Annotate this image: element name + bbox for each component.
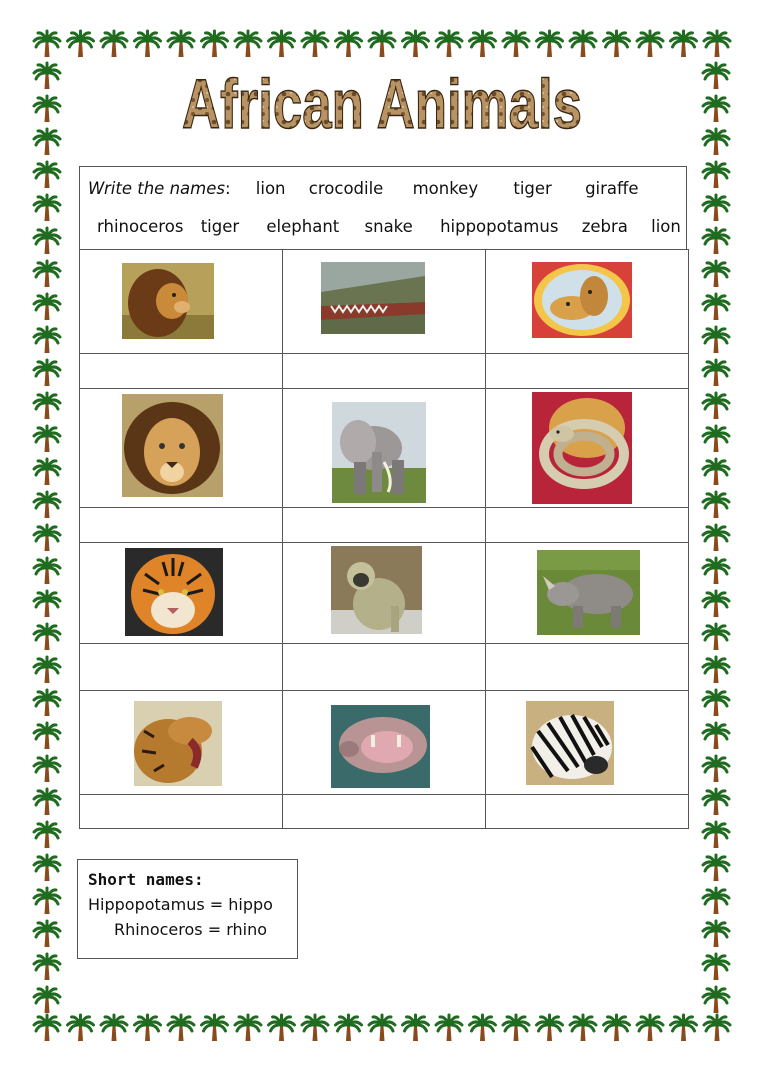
picture-cell	[283, 691, 486, 795]
palm-tree-icon	[537, 31, 563, 57]
word-item: lion	[255, 179, 286, 198]
palm-tree-icon	[34, 723, 60, 749]
palm-tree-icon	[235, 1015, 261, 1041]
picture-cell	[283, 250, 486, 354]
palm-tree-icon	[703, 195, 729, 221]
picture-cell	[486, 250, 689, 354]
palm-tree-icon	[703, 162, 729, 188]
palm-tree-icon	[470, 31, 496, 57]
palm-tree-icon	[503, 1015, 529, 1041]
palm-tree-icon	[101, 31, 127, 57]
palm-tree-icon	[703, 789, 729, 815]
palm-tree-icon	[34, 987, 60, 1013]
answer-cell[interactable]	[486, 354, 689, 389]
word-bank	[79, 166, 687, 249]
palm-tree-icon	[34, 492, 60, 518]
lion-photo	[122, 263, 214, 339]
palm-tree-icon	[704, 1015, 730, 1041]
palm-tree-icon	[34, 294, 60, 320]
answer-cell[interactable]	[80, 644, 283, 691]
palm-tree-icon	[369, 1015, 395, 1041]
palm-tree-icon	[34, 426, 60, 452]
palm-tree-icon	[336, 31, 362, 57]
tiger-photo	[125, 548, 223, 636]
palm-tree-icon	[570, 31, 596, 57]
palm-tree-icon	[34, 888, 60, 914]
answer-cell[interactable]	[283, 795, 486, 829]
palm-tree-icon	[68, 1015, 94, 1041]
palm-tree-icon	[704, 31, 730, 57]
palm-tree-icon	[703, 393, 729, 419]
palm-tree-icon	[34, 657, 60, 683]
palm-tree-icon	[637, 31, 663, 57]
palm-tree-icon	[168, 31, 194, 57]
picture-cell	[80, 250, 283, 354]
palm-tree-icon	[703, 690, 729, 716]
palm-tree-icon	[503, 31, 529, 57]
palm-tree-icon	[703, 921, 729, 947]
instruction-colon: :	[224, 179, 231, 198]
word-item: crocodile	[308, 179, 384, 198]
picture-cell	[486, 543, 689, 644]
palm-tree-icon	[202, 1015, 228, 1041]
palm-tree-icon	[703, 756, 729, 782]
answer-cell[interactable]	[80, 354, 283, 389]
page-title	[0, 62, 763, 140]
palm-tree-icon	[570, 1015, 596, 1041]
palm-tree-icon	[34, 228, 60, 254]
hippopotamus-photo	[331, 705, 430, 788]
palm-tree-icon	[403, 31, 429, 57]
crocodile-photo	[321, 262, 425, 334]
word-item: lion	[651, 217, 681, 236]
palm-tree-icon	[671, 31, 697, 57]
palm-tree-icon	[537, 1015, 563, 1041]
answer-cell[interactable]	[486, 795, 689, 829]
palm-tree-icon	[703, 987, 729, 1013]
word-item: monkey	[412, 179, 479, 198]
palm-tree-icon	[68, 31, 94, 57]
palm-tree-icon	[369, 31, 395, 57]
palm-tree-icon	[703, 657, 729, 683]
palm-tree-icon	[168, 1015, 194, 1041]
lion-head-photo	[122, 394, 223, 497]
palm-tree-icon	[34, 822, 60, 848]
palm-tree-icon	[436, 1015, 462, 1041]
palm-tree-icon	[34, 327, 60, 353]
short-name-hippo: Hippopotamus = hippo	[88, 895, 273, 914]
picture-cell	[80, 543, 283, 644]
palm-tree-icon	[703, 855, 729, 881]
palm-tree-icon	[135, 1015, 161, 1041]
palm-tree-icon	[34, 195, 60, 221]
palm-tree-icon	[34, 31, 60, 57]
palm-tree-icon	[135, 31, 161, 57]
palm-tree-icon	[703, 723, 729, 749]
palm-tree-icon	[703, 327, 729, 353]
palm-tree-icon	[34, 393, 60, 419]
word-item: hippopotamus	[440, 217, 559, 236]
monkey-photo	[331, 546, 422, 634]
palm-tree-icon	[101, 1015, 127, 1041]
picture-cell	[486, 389, 689, 508]
elephant-photo	[332, 402, 426, 503]
palm-tree-icon	[703, 294, 729, 320]
short-names-box	[77, 859, 298, 959]
palm-tree-icon	[34, 591, 60, 617]
palm-tree-icon	[34, 162, 60, 188]
palm-tree-icon	[302, 31, 328, 57]
palm-tree-icon	[470, 1015, 496, 1041]
palm-tree-icon	[269, 31, 295, 57]
picture-cell	[486, 691, 689, 795]
palm-tree-icon	[34, 1015, 60, 1041]
word-item: giraffe	[585, 179, 639, 198]
word-item: rhinoceros	[97, 217, 184, 236]
palm-tree-icon	[34, 558, 60, 584]
picture-cell	[80, 691, 283, 795]
answer-cell[interactable]	[486, 508, 689, 543]
palm-tree-icon	[202, 31, 228, 57]
picture-cell	[283, 543, 486, 644]
picture-cell	[283, 389, 486, 508]
palm-tree-icon	[703, 492, 729, 518]
palm-tree-icon	[703, 525, 729, 551]
answer-cell[interactable]	[283, 508, 486, 543]
palm-tree-icon	[703, 822, 729, 848]
palm-tree-icon	[34, 954, 60, 980]
palm-tree-icon	[34, 855, 60, 881]
animal-grid	[79, 249, 689, 829]
palm-tree-icon	[703, 558, 729, 584]
palm-tree-icon	[604, 1015, 630, 1041]
short-name-rhino: Rhinoceros = rhino	[114, 920, 268, 939]
palm-tree-icon	[637, 1015, 663, 1041]
palm-tree-icon	[671, 1015, 697, 1041]
picture-cell	[80, 389, 283, 508]
word-item: zebra	[581, 217, 628, 236]
palm-tree-icon	[34, 756, 60, 782]
palm-tree-icon	[436, 31, 462, 57]
answer-cell[interactable]	[80, 508, 283, 543]
word-item: elephant	[266, 217, 340, 236]
word-item: tiger	[513, 179, 552, 198]
palm-tree-icon	[703, 954, 729, 980]
word-item: tiger	[200, 217, 240, 236]
palm-tree-icon	[703, 228, 729, 254]
rhinoceros-photo	[537, 550, 640, 635]
palm-tree-icon	[703, 624, 729, 650]
palm-tree-icon	[703, 459, 729, 485]
page-title-text: African Animals	[182, 65, 582, 140]
palm-tree-icon	[34, 360, 60, 386]
zebra-photo	[526, 701, 614, 785]
answer-cell[interactable]	[486, 644, 689, 691]
palm-tree-icon	[34, 525, 60, 551]
palm-tree-icon	[703, 426, 729, 452]
palm-tree-icon	[34, 921, 60, 947]
snake-photo	[532, 392, 632, 504]
palm-tree-icon	[703, 888, 729, 914]
palm-tree-icon	[336, 1015, 362, 1041]
palm-tree-icon	[703, 261, 729, 287]
answer-cell[interactable]	[283, 354, 486, 389]
palm-tree-icon	[604, 31, 630, 57]
palm-tree-icon	[34, 789, 60, 815]
word-bank-line-2	[97, 217, 681, 236]
palm-tree-icon	[403, 1015, 429, 1041]
palm-tree-icon	[34, 624, 60, 650]
palm-tree-icon	[703, 591, 729, 617]
palm-tree-icon	[302, 1015, 328, 1041]
short-names-heading: Short names:	[88, 870, 204, 889]
palm-tree-icon	[703, 360, 729, 386]
answer-cell[interactable]	[283, 644, 486, 691]
answer-cell[interactable]	[80, 795, 283, 829]
palm-tree-icon	[34, 459, 60, 485]
giraffe-photo	[532, 262, 632, 338]
palm-tree-icon	[269, 1015, 295, 1041]
palm-tree-icon	[235, 31, 261, 57]
word-item: snake	[364, 217, 413, 236]
palm-tree-icon	[34, 690, 60, 716]
palm-tree-icon	[34, 261, 60, 287]
tiger-roaring-photo	[134, 701, 222, 786]
word-bank-line-1	[88, 179, 639, 198]
instruction-label: Write the names	[88, 179, 225, 198]
